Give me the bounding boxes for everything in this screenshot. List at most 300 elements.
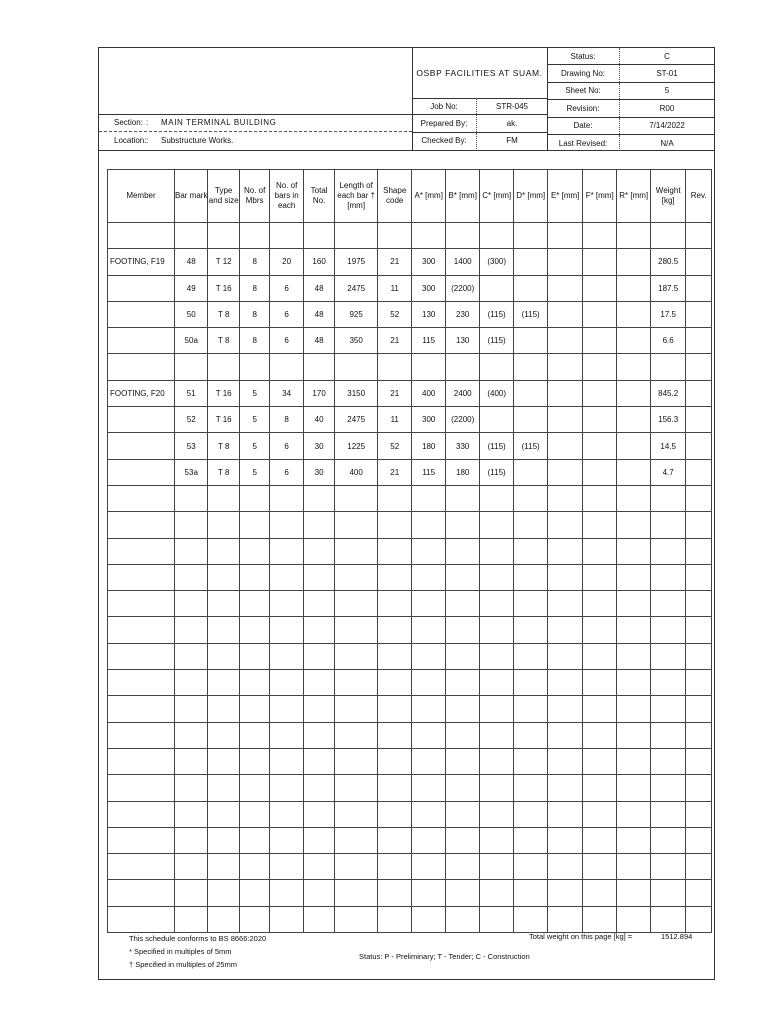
table-cell: 6.6 xyxy=(650,328,686,354)
checked-value: FM xyxy=(477,132,548,149)
table-cell xyxy=(303,854,334,880)
table-row xyxy=(108,880,712,906)
table-cell xyxy=(686,433,712,459)
location-value: Substructure Works. xyxy=(161,136,234,145)
table-row xyxy=(108,223,712,249)
table-cell: T 16 xyxy=(208,407,239,433)
table-cell xyxy=(208,591,239,617)
table-cell: 8 xyxy=(239,328,269,354)
table-cell: 5 xyxy=(239,459,269,485)
table-cell xyxy=(303,801,334,827)
table-cell xyxy=(686,459,712,485)
table-cell xyxy=(480,801,513,827)
table-cell: 5 xyxy=(239,433,269,459)
table-cell xyxy=(513,380,548,406)
table-cell: (300) xyxy=(480,249,513,275)
table-cell xyxy=(617,301,650,327)
table-cell xyxy=(686,380,712,406)
table-cell xyxy=(445,564,480,590)
table-cell xyxy=(270,591,303,617)
table-cell xyxy=(617,433,650,459)
table-cell xyxy=(208,827,239,853)
table-cell: 6 xyxy=(270,301,303,327)
table-cell: 50 xyxy=(174,301,207,327)
table-cell: T 16 xyxy=(208,380,239,406)
table-cell xyxy=(617,670,650,696)
table-cell xyxy=(174,354,207,380)
table-row xyxy=(108,538,712,564)
table-cell: 48 xyxy=(174,249,207,275)
table-cell xyxy=(208,801,239,827)
table-cell xyxy=(548,459,583,485)
table-cell: 52 xyxy=(377,433,412,459)
table-cell xyxy=(174,485,207,511)
table-cell xyxy=(686,670,712,696)
table-cell xyxy=(480,775,513,801)
table-cell xyxy=(480,223,513,249)
table-cell xyxy=(303,512,334,538)
sheet-value: 5 xyxy=(620,82,715,99)
table-cell xyxy=(686,301,712,327)
table-cell xyxy=(582,564,617,590)
table-cell xyxy=(174,827,207,853)
table-cell xyxy=(548,880,583,906)
table-cell xyxy=(377,722,412,748)
table-cell xyxy=(108,275,175,301)
table-cell xyxy=(335,512,378,538)
table-cell xyxy=(335,354,378,380)
table-cell xyxy=(582,670,617,696)
table-cell xyxy=(480,827,513,853)
table-cell: 6 xyxy=(270,275,303,301)
table-cell: 14.5 xyxy=(650,433,686,459)
table-cell: 845.2 xyxy=(650,380,686,406)
table-cell: FOOTING, F20 xyxy=(108,380,175,406)
table-cell xyxy=(174,643,207,669)
table-cell: T 8 xyxy=(208,459,239,485)
table-cell: 1975 xyxy=(335,249,378,275)
table-cell xyxy=(582,275,617,301)
table-cell xyxy=(582,906,617,932)
table-cell xyxy=(174,748,207,774)
table-cell xyxy=(239,906,269,932)
table-cell xyxy=(270,223,303,249)
table-cell xyxy=(335,617,378,643)
table-cell xyxy=(303,643,334,669)
column-header: Length of each bar † [mm] xyxy=(335,170,378,223)
table-cell xyxy=(270,906,303,932)
job-table xyxy=(412,98,547,149)
table-cell xyxy=(617,354,650,380)
table-cell: 21 xyxy=(377,249,412,275)
bar-schedule-sheet xyxy=(98,47,715,980)
table-cell xyxy=(582,407,617,433)
table-cell xyxy=(108,906,175,932)
table-cell: T 8 xyxy=(208,301,239,327)
table-cell xyxy=(617,801,650,827)
table-cell xyxy=(686,748,712,774)
table-cell xyxy=(377,485,412,511)
table-cell xyxy=(650,591,686,617)
column-header: No. of bars in each xyxy=(270,170,303,223)
table-cell xyxy=(617,696,650,722)
table-row xyxy=(108,722,712,748)
table-cell xyxy=(650,223,686,249)
table-cell xyxy=(412,906,445,932)
table-cell xyxy=(650,801,686,827)
table-cell xyxy=(412,801,445,827)
table-cell xyxy=(377,801,412,827)
table-row xyxy=(108,485,712,511)
table-cell xyxy=(650,854,686,880)
table-cell xyxy=(548,670,583,696)
table-cell xyxy=(548,696,583,722)
table-cell xyxy=(445,617,480,643)
table-cell: (115) xyxy=(480,328,513,354)
table-cell xyxy=(513,564,548,590)
table-cell xyxy=(303,591,334,617)
table-cell xyxy=(174,880,207,906)
table-cell xyxy=(303,670,334,696)
table-cell xyxy=(582,223,617,249)
table-row xyxy=(108,591,712,617)
table-cell xyxy=(445,643,480,669)
table-cell xyxy=(686,564,712,590)
table-cell xyxy=(412,485,445,511)
table-cell xyxy=(239,748,269,774)
table-cell xyxy=(108,722,175,748)
table-cell: 2400 xyxy=(445,380,480,406)
table-cell xyxy=(582,617,617,643)
table-cell: 53 xyxy=(174,433,207,459)
table-cell xyxy=(686,617,712,643)
table-cell xyxy=(617,275,650,301)
table-cell xyxy=(377,748,412,774)
table-cell xyxy=(303,223,334,249)
table-cell xyxy=(513,827,548,853)
table-cell xyxy=(239,643,269,669)
table-cell xyxy=(548,354,583,380)
table-cell xyxy=(686,275,712,301)
table-cell xyxy=(239,696,269,722)
table-cell: 2475 xyxy=(335,407,378,433)
table-cell xyxy=(650,775,686,801)
section-label: Section: xyxy=(114,118,143,127)
column-header: E* [mm] xyxy=(548,170,583,223)
table-cell xyxy=(650,485,686,511)
table-cell xyxy=(582,459,617,485)
table-cell xyxy=(303,354,334,380)
section-value: MAIN TERMINAL BUILDING xyxy=(161,118,277,127)
table-cell xyxy=(548,512,583,538)
table-cell xyxy=(208,906,239,932)
column-header: B* [mm] xyxy=(445,170,480,223)
table-cell xyxy=(335,538,378,564)
table-cell xyxy=(377,670,412,696)
table-cell xyxy=(108,538,175,564)
table-cell xyxy=(513,223,548,249)
table-cell: 11 xyxy=(377,275,412,301)
table-cell xyxy=(335,827,378,853)
table-cell xyxy=(412,591,445,617)
table-cell xyxy=(513,880,548,906)
table-cell: 925 xyxy=(335,301,378,327)
table-cell xyxy=(445,354,480,380)
table-row xyxy=(108,906,712,932)
table-cell xyxy=(686,538,712,564)
table-cell xyxy=(335,801,378,827)
table-cell xyxy=(270,617,303,643)
table-cell xyxy=(377,880,412,906)
table-cell xyxy=(108,328,175,354)
table-cell xyxy=(270,538,303,564)
table-cell xyxy=(617,617,650,643)
column-header: C* [mm] xyxy=(480,170,513,223)
table-cell xyxy=(270,722,303,748)
table-cell: 8 xyxy=(270,407,303,433)
table-cell xyxy=(617,643,650,669)
table-cell: 170 xyxy=(303,380,334,406)
table-cell xyxy=(270,564,303,590)
table-cell xyxy=(270,485,303,511)
table-cell xyxy=(303,880,334,906)
table-cell xyxy=(270,354,303,380)
table-cell xyxy=(270,854,303,880)
table-cell xyxy=(513,328,548,354)
table-cell xyxy=(548,854,583,880)
table-cell xyxy=(270,696,303,722)
table-cell xyxy=(617,223,650,249)
table-cell: 400 xyxy=(335,459,378,485)
table-cell xyxy=(270,643,303,669)
table-cell xyxy=(686,854,712,880)
table-cell xyxy=(582,722,617,748)
table-cell: 130 xyxy=(445,328,480,354)
table-cell xyxy=(582,538,617,564)
table-cell xyxy=(686,801,712,827)
table-cell xyxy=(445,538,480,564)
column-header: Shape code xyxy=(377,170,412,223)
table-cell xyxy=(480,643,513,669)
table-cell xyxy=(239,670,269,696)
column-header: No. of Mbrs xyxy=(239,170,269,223)
table-cell: 180 xyxy=(445,459,480,485)
table-cell xyxy=(445,748,480,774)
table-cell xyxy=(686,775,712,801)
table-cell xyxy=(480,696,513,722)
table-cell xyxy=(480,591,513,617)
table-cell xyxy=(548,617,583,643)
table-cell xyxy=(270,880,303,906)
table-cell xyxy=(650,880,686,906)
table-cell xyxy=(513,748,548,774)
column-header: Weight [kg] xyxy=(650,170,686,223)
checked-label: Checked By: xyxy=(421,136,467,146)
table-cell xyxy=(208,223,239,249)
table-cell xyxy=(335,854,378,880)
table-cell xyxy=(208,722,239,748)
table-cell xyxy=(335,564,378,590)
table-cell: 5 xyxy=(239,407,269,433)
table-cell xyxy=(108,617,175,643)
table-cell xyxy=(239,854,269,880)
table-cell xyxy=(480,880,513,906)
column-header: A* [mm] xyxy=(412,170,445,223)
table-cell: 4.7 xyxy=(650,459,686,485)
table-cell xyxy=(335,906,378,932)
table-cell xyxy=(412,775,445,801)
table-cell: 30 xyxy=(303,433,334,459)
table-cell xyxy=(108,433,175,459)
table-cell xyxy=(650,617,686,643)
table-cell xyxy=(650,827,686,853)
table-row xyxy=(108,854,712,880)
drawing-value: ST-01 xyxy=(620,65,715,82)
table-cell xyxy=(548,223,583,249)
table-cell: 6 xyxy=(270,459,303,485)
table-cell: (115) xyxy=(480,459,513,485)
table-cell xyxy=(480,275,513,301)
date-value: 7/14/2022 xyxy=(620,117,715,134)
table-cell xyxy=(686,906,712,932)
table-cell xyxy=(617,538,650,564)
table-cell xyxy=(480,906,513,932)
table-cell xyxy=(513,854,548,880)
table-cell xyxy=(686,643,712,669)
table-cell xyxy=(208,643,239,669)
table-cell xyxy=(303,617,334,643)
table-cell xyxy=(650,564,686,590)
table-cell xyxy=(582,880,617,906)
table-cell xyxy=(686,328,712,354)
table-cell xyxy=(377,643,412,669)
table-cell: 6 xyxy=(270,328,303,354)
table-cell xyxy=(303,538,334,564)
table-cell xyxy=(412,827,445,853)
table-cell xyxy=(445,906,480,932)
table-cell xyxy=(480,617,513,643)
table-cell xyxy=(108,407,175,433)
header-block xyxy=(99,48,714,153)
table-cell xyxy=(377,512,412,538)
table-cell: 17.5 xyxy=(650,301,686,327)
table-cell xyxy=(174,223,207,249)
table-cell xyxy=(208,854,239,880)
table-cell xyxy=(548,328,583,354)
table-row xyxy=(108,301,712,327)
table-cell xyxy=(548,275,583,301)
table-cell xyxy=(582,380,617,406)
table-cell xyxy=(617,380,650,406)
table-cell xyxy=(108,775,175,801)
table-cell xyxy=(513,696,548,722)
table-cell: (2200) xyxy=(445,275,480,301)
table-cell xyxy=(208,512,239,538)
table-cell xyxy=(208,564,239,590)
table-cell: 48 xyxy=(303,301,334,327)
table-cell: 21 xyxy=(377,380,412,406)
table-cell xyxy=(445,223,480,249)
table-cell: 8 xyxy=(239,249,269,275)
table-cell xyxy=(239,354,269,380)
column-header: Type and size xyxy=(208,170,239,223)
table-row xyxy=(108,827,712,853)
table-cell xyxy=(208,880,239,906)
table-cell xyxy=(174,801,207,827)
table-cell: (400) xyxy=(480,380,513,406)
table-cell xyxy=(445,591,480,617)
table-cell xyxy=(445,880,480,906)
table-cell: (115) xyxy=(480,301,513,327)
table-cell xyxy=(480,485,513,511)
table-cell: 52 xyxy=(377,301,412,327)
table-cell xyxy=(548,775,583,801)
table-cell xyxy=(513,722,548,748)
table-cell xyxy=(582,854,617,880)
table-cell xyxy=(377,696,412,722)
bar-schedule-table xyxy=(107,169,712,933)
table-cell xyxy=(412,564,445,590)
table-cell xyxy=(480,854,513,880)
column-header: Total No. xyxy=(303,170,334,223)
table-row xyxy=(108,775,712,801)
table-cell xyxy=(239,775,269,801)
table-cell xyxy=(208,696,239,722)
table-row xyxy=(108,354,712,380)
table-cell xyxy=(270,775,303,801)
table-cell xyxy=(582,775,617,801)
table-cell xyxy=(445,854,480,880)
table-cell xyxy=(412,512,445,538)
table-cell xyxy=(377,223,412,249)
table-cell xyxy=(617,459,650,485)
table-cell: T 16 xyxy=(208,275,239,301)
table-cell xyxy=(174,512,207,538)
table-cell xyxy=(208,354,239,380)
table-cell: 34 xyxy=(270,380,303,406)
table-cell: 400 xyxy=(412,380,445,406)
table-cell: (2200) xyxy=(445,407,480,433)
table-body xyxy=(108,223,712,933)
table-cell xyxy=(617,906,650,932)
table-cell xyxy=(108,643,175,669)
table-cell xyxy=(548,801,583,827)
table-cell: 115 xyxy=(412,328,445,354)
table-cell xyxy=(617,512,650,538)
last-revised-label: Last Revised: xyxy=(558,138,608,148)
table-cell xyxy=(686,407,712,433)
location-row: Location: : Substructure Works. xyxy=(99,132,412,149)
table-cell xyxy=(174,617,207,643)
table-cell xyxy=(480,722,513,748)
table-cell xyxy=(686,722,712,748)
table-cell xyxy=(445,696,480,722)
table-cell xyxy=(617,722,650,748)
table-cell xyxy=(650,643,686,669)
table-cell xyxy=(650,696,686,722)
table-cell xyxy=(480,748,513,774)
table-cell xyxy=(548,485,583,511)
table-cell xyxy=(548,827,583,853)
table-cell xyxy=(335,880,378,906)
table-cell: 6 xyxy=(270,433,303,459)
table-cell: 156.3 xyxy=(650,407,686,433)
table-cell xyxy=(548,249,583,275)
table-cell: 160 xyxy=(303,249,334,275)
table-cell xyxy=(513,617,548,643)
table-cell xyxy=(412,538,445,564)
table-cell xyxy=(513,591,548,617)
